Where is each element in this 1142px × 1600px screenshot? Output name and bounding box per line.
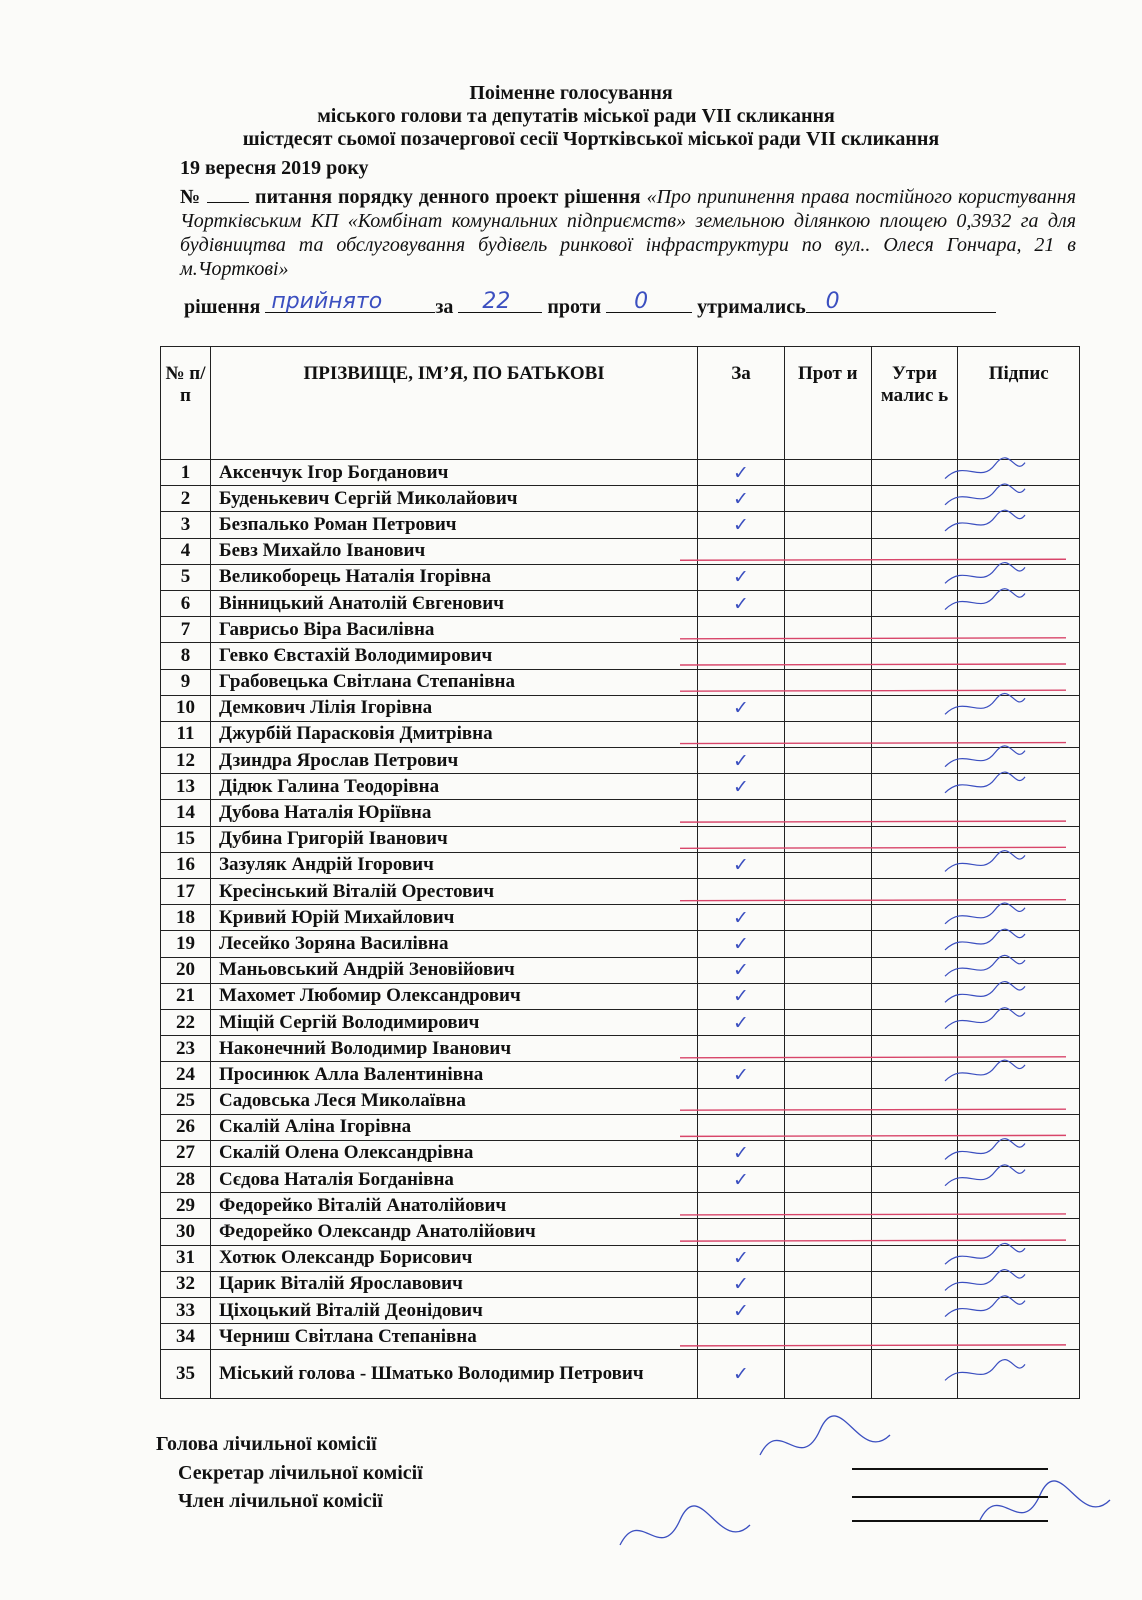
row-number: 3: [161, 512, 211, 538]
vote-abstain-cell: [871, 774, 958, 800]
vote-abstain-cell: [871, 957, 958, 983]
signature-cell: [958, 643, 1080, 669]
table-row: [161, 486, 1080, 512]
vote-against-cell: [784, 748, 871, 774]
vote-for-cell: ✓: [698, 905, 785, 931]
vote-for-cell: [698, 721, 785, 747]
commission-signature-scribble: [620, 1506, 750, 1545]
deputy-name: Буденькевич Сергій Миколайович: [211, 486, 698, 512]
signature-cell: [958, 905, 1080, 931]
signature-cell: [958, 1350, 1080, 1399]
vote-for-cell: [698, 800, 785, 826]
vote-against-cell: [784, 1167, 871, 1193]
vote-against-cell: [784, 1219, 871, 1245]
for-field: [458, 289, 542, 314]
vote-against-cell: [784, 1245, 871, 1271]
topic-number-blank: [207, 186, 249, 203]
deputy-name: Хотюк Олександр Борисович: [211, 1245, 698, 1271]
vote-for-cell: ✓: [698, 1009, 785, 1035]
deputy-name: Грабовецька Світлана Степанівна: [211, 669, 698, 695]
signature-cell: [958, 1245, 1080, 1271]
vote-against-cell: [784, 669, 871, 695]
signature-cell: [958, 931, 1080, 957]
against-handwritten-value: 0: [634, 289, 649, 314]
vote-against-cell: [784, 852, 871, 878]
table-row: [161, 748, 1080, 774]
row-number: 20: [161, 957, 211, 983]
vote-abstain-cell: [871, 460, 958, 486]
against-label: проти: [547, 296, 602, 318]
deputy-name: Махомет Любомир Олександрович: [211, 983, 698, 1009]
table-row: [161, 721, 1080, 747]
table-row: [161, 512, 1080, 538]
signature-cell: [958, 1219, 1080, 1245]
vote-for-cell: [698, 1114, 785, 1140]
vote-against-cell: [784, 590, 871, 616]
signature-cell: [958, 1036, 1080, 1062]
signature-cell: [958, 538, 1080, 564]
abstain-field: [806, 289, 996, 314]
row-number: 26: [161, 1114, 211, 1140]
vote-for-cell: [698, 826, 785, 852]
session-date: 19 вересня 2019 року: [180, 157, 369, 179]
signature-cell: [958, 983, 1080, 1009]
footer-member: Член лічильної комісії: [178, 1490, 383, 1512]
vote-for-cell: ✓: [698, 590, 785, 616]
row-number: 14: [161, 800, 211, 826]
table-row: [161, 1298, 1080, 1324]
footer-chair: Голова лічильної комісії: [156, 1433, 377, 1455]
signature-cell: [958, 852, 1080, 878]
table-row: [161, 905, 1080, 931]
vote-for-cell: ✓: [698, 1271, 785, 1297]
vote-for-cell: ✓: [698, 486, 785, 512]
header-signature: Підпис: [958, 347, 1080, 460]
vote-against-cell: [784, 957, 871, 983]
row-number: 34: [161, 1324, 211, 1350]
vote-abstain-cell: [871, 1219, 958, 1245]
table-row: [161, 1062, 1080, 1088]
vote-abstain-cell: [871, 905, 958, 931]
vote-against-cell: [784, 721, 871, 747]
header-subtitle: міського голови та депутатів міської ради VІІ скликання: [317, 105, 835, 127]
deputy-name: Царик Віталій Ярославович: [211, 1271, 698, 1297]
vote-for-cell: ✓: [698, 695, 785, 721]
row-number: 31: [161, 1245, 211, 1271]
row-number: 27: [161, 1140, 211, 1166]
table-row: [161, 1271, 1080, 1297]
table-row: [161, 1167, 1080, 1193]
vote-abstain-cell: [871, 1271, 958, 1297]
deputy-name: Демкович Лілія Ігорівна: [211, 695, 698, 721]
for-label: за: [435, 296, 454, 318]
deputy-name: Міщій Сергій Володимирович: [211, 1009, 698, 1035]
deputy-name: Гевко Євстахій Володимирович: [211, 643, 698, 669]
signature-cell: [958, 748, 1080, 774]
vote-abstain-cell: [871, 1009, 958, 1035]
row-number: 9: [161, 669, 211, 695]
deputy-name: Дубова Наталія Юріївна: [211, 800, 698, 826]
vote-abstain-cell: [871, 1324, 958, 1350]
row-number: 4: [161, 538, 211, 564]
table-header-row: [161, 347, 1080, 460]
vote-for-cell: [698, 538, 785, 564]
row-number: 13: [161, 774, 211, 800]
vote-for-cell: [698, 1219, 785, 1245]
table-row: [161, 774, 1080, 800]
vote-against-cell: [784, 1088, 871, 1114]
signature-cell: [958, 669, 1080, 695]
vote-for-cell: ✓: [698, 1167, 785, 1193]
deputy-name: Кресінський Віталій Орестович: [211, 879, 698, 905]
vote-against-cell: [784, 879, 871, 905]
row-number: 30: [161, 1219, 211, 1245]
vote-abstain-cell: [871, 852, 958, 878]
row-number: 32: [161, 1271, 211, 1297]
vote-against-cell: [784, 538, 871, 564]
row-number: 23: [161, 1036, 211, 1062]
signature-cell: [958, 1298, 1080, 1324]
deputy-name: Садовська Леся Миколаївна: [211, 1088, 698, 1114]
vote-abstain-cell: [871, 1193, 958, 1219]
vote-for-cell: ✓: [698, 512, 785, 538]
vote-against-cell: [784, 486, 871, 512]
topic-number-sign: №: [180, 186, 202, 208]
agenda-topic: [180, 185, 1076, 281]
deputy-name: Дідюк Галина Теодорівна: [211, 774, 698, 800]
vote-abstain-cell: [871, 1350, 958, 1399]
vote-for-cell: ✓: [698, 1245, 785, 1271]
vote-for-cell: [698, 1088, 785, 1114]
deputy-name: Бевз Михайло Іванович: [211, 538, 698, 564]
vote-against-cell: [784, 1009, 871, 1035]
header-against: Прот и: [784, 347, 871, 460]
vote-abstain-cell: [871, 643, 958, 669]
signature-cell: [958, 774, 1080, 800]
decision-handwritten-value: прийнято: [271, 289, 383, 314]
row-number: 28: [161, 1167, 211, 1193]
vote-against-cell: [784, 931, 871, 957]
table-row: [161, 1140, 1080, 1166]
signature-cell: [958, 590, 1080, 616]
roll-call-table: [160, 346, 1080, 1399]
vote-abstain-cell: [871, 564, 958, 590]
signature-cell: [958, 1140, 1080, 1166]
header-num: № п/п: [161, 347, 211, 460]
deputy-name: Федорейко Віталій Анатолійович: [211, 1193, 698, 1219]
table-row: [161, 564, 1080, 590]
row-number: 1: [161, 460, 211, 486]
table-row: [161, 1088, 1080, 1114]
header-abstain: Утри малис ь: [871, 347, 958, 460]
vote-abstain-cell: [871, 1088, 958, 1114]
row-number: 17: [161, 879, 211, 905]
vote-abstain-cell: [871, 1245, 958, 1271]
vote-for-cell: [698, 617, 785, 643]
header-name: ПРІЗВИЩЕ, ІМ’Я, ПО БАТЬКОВІ: [211, 347, 698, 460]
vote-against-cell: [784, 1062, 871, 1088]
row-number: 12: [161, 748, 211, 774]
signature-cell: [958, 721, 1080, 747]
row-number: 35: [161, 1350, 211, 1399]
deputy-name: Джурбій Парасковія Дмитрівна: [211, 721, 698, 747]
table-row: [161, 643, 1080, 669]
vote-for-cell: ✓: [698, 1298, 785, 1324]
deputy-name: Наконечний Володимир Іванович: [211, 1036, 698, 1062]
vote-for-cell: ✓: [698, 460, 785, 486]
table-row: [161, 983, 1080, 1009]
signature-cell: [958, 1167, 1080, 1193]
row-number: 24: [161, 1062, 211, 1088]
table-row: [161, 826, 1080, 852]
deputy-name: Черниш Світлана Степанівна: [211, 1324, 698, 1350]
signature-cell: [958, 1271, 1080, 1297]
secretary-signature-line: [852, 1496, 1048, 1498]
table-row: [161, 1036, 1080, 1062]
header-title: Поіменне голосування: [469, 82, 673, 104]
topic-label: питання порядку денного проект рішення: [255, 186, 641, 208]
vote-abstain-cell: [871, 879, 958, 905]
deputy-name: Скалій Аліна Ігорівна: [211, 1114, 698, 1140]
vote-abstain-cell: [871, 590, 958, 616]
vote-against-cell: [784, 1298, 871, 1324]
vote-for-cell: [698, 1193, 785, 1219]
vote-abstain-cell: [871, 1140, 958, 1166]
row-number: 8: [161, 643, 211, 669]
table-row: [161, 800, 1080, 826]
vote-abstain-cell: [871, 983, 958, 1009]
abstain-label: утримались: [697, 296, 806, 318]
row-number: 33: [161, 1298, 211, 1324]
table-row: [161, 617, 1080, 643]
signature-cell: [958, 826, 1080, 852]
chair-signature-line: [852, 1468, 1048, 1470]
member-signature-line: [852, 1520, 1048, 1522]
vote-for-cell: ✓: [698, 748, 785, 774]
vote-abstain-cell: [871, 800, 958, 826]
row-number: 7: [161, 617, 211, 643]
decision-summary: [184, 289, 996, 319]
vote-for-cell: [698, 1324, 785, 1350]
table-row: [161, 1219, 1080, 1245]
vote-against-cell: [784, 512, 871, 538]
table-row: [161, 1350, 1080, 1399]
vote-abstain-cell: [871, 721, 958, 747]
signature-cell: [958, 564, 1080, 590]
vote-for-cell: ✓: [698, 931, 785, 957]
deputy-name: Вінницький Анатолій Євгенович: [211, 590, 698, 616]
vote-against-cell: [784, 617, 871, 643]
vote-against-cell: [784, 643, 871, 669]
vote-abstain-cell: [871, 1114, 958, 1140]
signature-cell: [958, 800, 1080, 826]
deputy-name: Просинюк Алла Валентинівна: [211, 1062, 698, 1088]
row-number: 11: [161, 721, 211, 747]
signature-cell: [958, 460, 1080, 486]
vote-against-cell: [784, 983, 871, 1009]
vote-against-cell: [784, 1114, 871, 1140]
vote-for-cell: ✓: [698, 1062, 785, 1088]
signature-cell: [958, 957, 1080, 983]
vote-against-cell: [784, 1193, 871, 1219]
vote-for-cell: [698, 669, 785, 695]
table-row: [161, 852, 1080, 878]
row-number: 10: [161, 695, 211, 721]
vote-abstain-cell: [871, 695, 958, 721]
vote-for-cell: ✓: [698, 1350, 785, 1399]
vote-for-cell: ✓: [698, 1140, 785, 1166]
vote-against-cell: [784, 564, 871, 590]
table-row: [161, 1114, 1080, 1140]
row-number: 19: [161, 931, 211, 957]
signature-cell: [958, 486, 1080, 512]
vote-for-cell: [698, 879, 785, 905]
vote-against-cell: [784, 1036, 871, 1062]
table-row: [161, 1193, 1080, 1219]
header-for: За: [698, 347, 785, 460]
table-row: [161, 931, 1080, 957]
signature-cell: [958, 1062, 1080, 1088]
vote-abstain-cell: [871, 486, 958, 512]
vote-against-cell: [784, 774, 871, 800]
signature-cell: [958, 879, 1080, 905]
row-number: 6: [161, 590, 211, 616]
deputy-name: Аксенчук Ігор Богданович: [211, 460, 698, 486]
signature-cell: [958, 1193, 1080, 1219]
signature-cell: [958, 1088, 1080, 1114]
vote-abstain-cell: [871, 538, 958, 564]
row-number: 18: [161, 905, 211, 931]
table-row: [161, 1009, 1080, 1035]
table-row: [161, 460, 1080, 486]
row-number: 15: [161, 826, 211, 852]
vote-abstain-cell: [871, 617, 958, 643]
table-row: [161, 538, 1080, 564]
abstain-handwritten-value: 0: [825, 289, 840, 314]
row-number: 25: [161, 1088, 211, 1114]
signature-cell: [958, 512, 1080, 538]
document-header: [0, 82, 1142, 151]
row-number: 21: [161, 983, 211, 1009]
vote-for-cell: ✓: [698, 983, 785, 1009]
vote-against-cell: [784, 1350, 871, 1399]
signature-cell: [958, 1009, 1080, 1035]
row-number: 16: [161, 852, 211, 878]
deputy-name: Скалій Олена Олександрівна: [211, 1140, 698, 1166]
footer-secretary: Секретар лічильної комісії: [178, 1462, 423, 1484]
vote-abstain-cell: [871, 669, 958, 695]
vote-for-cell: [698, 643, 785, 669]
header-session: шістдесят сьомої позачергової сесії Чортківської міської ради VІІ скликання: [242, 128, 940, 150]
vote-abstain-cell: [871, 748, 958, 774]
vote-against-cell: [784, 1324, 871, 1350]
decision-label: рішення: [184, 296, 261, 318]
row-number: 29: [161, 1193, 211, 1219]
table-row: [161, 1324, 1080, 1350]
table-row: [161, 695, 1080, 721]
vote-for-cell: ✓: [698, 852, 785, 878]
decision-field: [265, 289, 435, 314]
deputy-name: Гаврисьо Віра Василівна: [211, 617, 698, 643]
deputy-name: Лесейко Зоряна Василівна: [211, 931, 698, 957]
signature-cell: [958, 617, 1080, 643]
signature-cell: [958, 695, 1080, 721]
deputy-name: Дубина Григорій Іванович: [211, 826, 698, 852]
table-row: [161, 1245, 1080, 1271]
row-number: 22: [161, 1009, 211, 1035]
vote-abstain-cell: [871, 1298, 958, 1324]
deputy-name: Дзиндра Ярослав Петрович: [211, 748, 698, 774]
vote-against-cell: [784, 905, 871, 931]
vote-against-cell: [784, 460, 871, 486]
against-field: [606, 289, 692, 314]
vote-abstain-cell: [871, 1167, 958, 1193]
deputy-name: Міський голова - Шматько Володимир Петрович: [211, 1350, 698, 1399]
deputy-name: Федорейко Олександр Анатолійович: [211, 1219, 698, 1245]
table-row: [161, 590, 1080, 616]
commission-signature-scribble: [980, 1481, 1110, 1520]
table-row: [161, 957, 1080, 983]
vote-for-cell: ✓: [698, 957, 785, 983]
deputy-name: Великоборець Наталія Ігорівна: [211, 564, 698, 590]
vote-for-cell: ✓: [698, 564, 785, 590]
deputy-name: Кривий Юрій Михайлович: [211, 905, 698, 931]
row-number: 5: [161, 564, 211, 590]
vote-against-cell: [784, 800, 871, 826]
signature-cell: [958, 1324, 1080, 1350]
vote-against-cell: [784, 1271, 871, 1297]
for-handwritten-value: 22: [482, 289, 511, 314]
vote-for-cell: [698, 1036, 785, 1062]
vote-against-cell: [784, 826, 871, 852]
vote-abstain-cell: [871, 1062, 958, 1088]
vote-abstain-cell: [871, 931, 958, 957]
table-row: [161, 669, 1080, 695]
row-number: 2: [161, 486, 211, 512]
deputy-name: Безпалько Роман Петрович: [211, 512, 698, 538]
deputy-name: Ціхоцький Віталій Деонідович: [211, 1298, 698, 1324]
commission-signature-scribble: [760, 1416, 890, 1455]
vote-for-cell: ✓: [698, 774, 785, 800]
deputy-name: Сєдова Наталія Богданівна: [211, 1167, 698, 1193]
vote-abstain-cell: [871, 826, 958, 852]
deputy-name: Маньовський Андрій Зеновійович: [211, 957, 698, 983]
vote-abstain-cell: [871, 1036, 958, 1062]
table-row: [161, 879, 1080, 905]
deputy-name: Зазуляк Андрій Ігорович: [211, 852, 698, 878]
vote-against-cell: [784, 1140, 871, 1166]
vote-against-cell: [784, 695, 871, 721]
signature-cell: [958, 1114, 1080, 1140]
vote-abstain-cell: [871, 512, 958, 538]
topic-text: «Про припинення права постійного користування Чортківським КП «Комбінат комунальних підприємств» земельною ділянкою площею 0,3932 га для будівництва та обслуговування будівель ринкової інфраструктури по вул.. Олеся Гончара, 21 в м.Чорткові»: [180, 186, 1076, 280]
